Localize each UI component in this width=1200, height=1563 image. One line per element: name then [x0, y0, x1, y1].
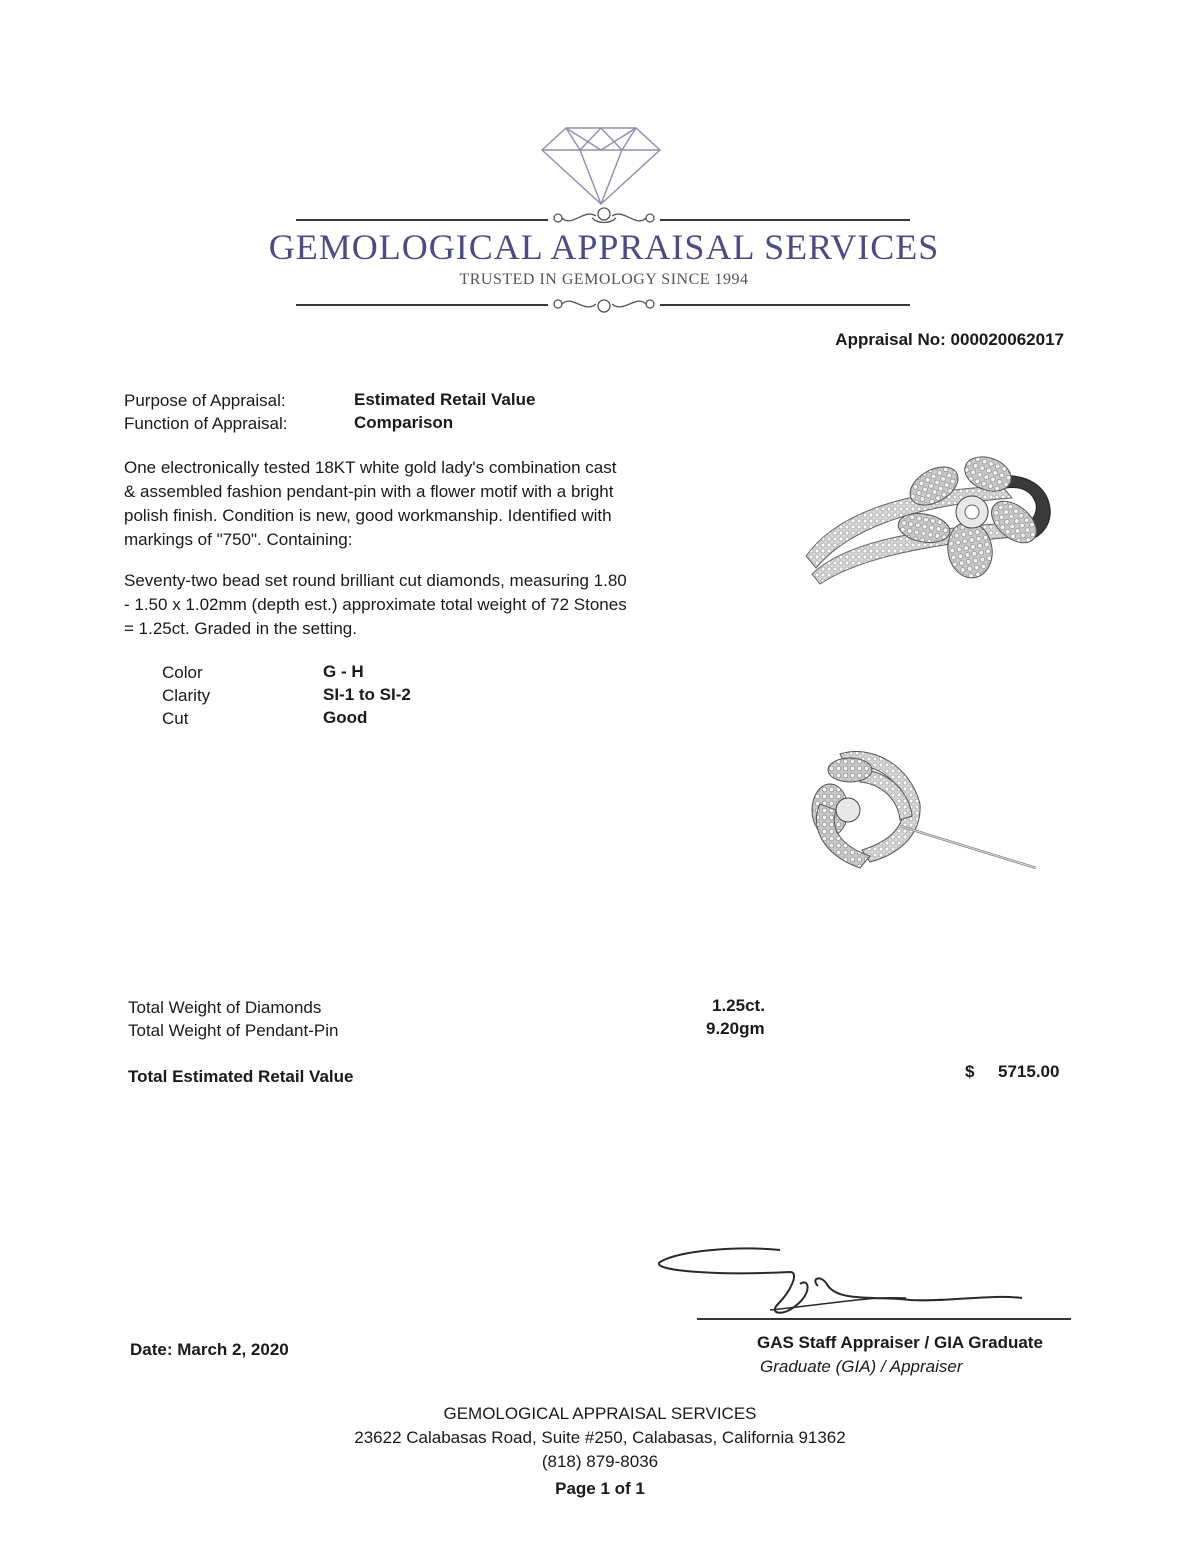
- grade-clarity-label: Clarity: [162, 686, 211, 705]
- appraisal-number: Appraisal No: 000020062017: [835, 330, 1064, 349]
- logo-bottom-rule-right: [660, 304, 910, 306]
- total-value-currency: $: [965, 1062, 975, 1081]
- grade-clarity-value: SI-1 to SI-2: [323, 685, 411, 704]
- description-line: markings of "750". Containing:: [124, 530, 353, 549]
- page-number: Page 1 of 1: [555, 1479, 645, 1498]
- item-description: [124, 456, 714, 552]
- weight-pendant-label: Total Weight of Pendant-Pin: [128, 1021, 339, 1040]
- logo-top-rule-right: [660, 219, 910, 221]
- diamond-icon: [540, 126, 662, 206]
- description-line: & assembled fashion pendant-pin with a flower motif with a bright: [124, 482, 614, 501]
- purpose-value: Estimated Retail Value: [354, 390, 536, 409]
- appraiser-title: GAS Staff Appraiser / GIA Graduate: [757, 1333, 1043, 1352]
- logo-top-rule-left: [296, 219, 548, 221]
- function-value: Comparison: [354, 413, 454, 432]
- weight-diamonds-value: 1.25ct.: [712, 996, 765, 1015]
- appraiser-signature: [650, 1242, 1070, 1322]
- weight-pendant-value: 9.20gm: [706, 1019, 765, 1038]
- grade-color-label: Color: [162, 663, 203, 682]
- logo-bottom-rule-left: [296, 304, 548, 306]
- diamond-description-line: = 1.25ct. Graded in the setting.: [124, 619, 357, 638]
- weight-diamonds-label: Total Weight of Diamonds: [128, 998, 322, 1017]
- description-line: polish finish. Condition is new, good workmanship. Identified with: [124, 506, 612, 525]
- grade-color-value: G - H: [323, 662, 364, 681]
- company-logo-title: GEMOLOGICAL APPRAISAL SERVICES: [268, 227, 940, 267]
- signature-line: [697, 1318, 1071, 1320]
- company-logo-tagline: TRUSTED IN GEMOLOGY SINCE 1994: [459, 271, 749, 288]
- jewelry-photo-side: [800, 744, 1040, 874]
- purpose-label: Purpose of Appraisal:: [124, 391, 286, 410]
- appraiser-subtitle: Graduate (GIA) / Appraiser: [760, 1357, 963, 1376]
- description-line: One electronically tested 18KT white gold lady's combination cast: [124, 458, 617, 477]
- footer-phone: (818) 879-8036: [541, 1452, 659, 1471]
- grade-cut-label: Cut: [162, 709, 189, 728]
- appraisal-date: Date: March 2, 2020: [130, 1340, 289, 1359]
- function-label: Function of Appraisal:: [124, 414, 288, 433]
- diamond-description-line: - 1.50 x 1.02mm (depth est.) approximate total weight of 72 Stones: [124, 595, 627, 614]
- diamond-description-line: Seventy-two bead set round brilliant cut diamonds, measuring 1.80: [124, 571, 627, 590]
- footer-company: GEMOLOGICAL APPRAISAL SERVICES: [443, 1404, 757, 1423]
- logo-flourish-top: [544, 204, 664, 228]
- logo-flourish-bottom: [544, 292, 664, 316]
- jewelry-photo-top: [802, 446, 1062, 596]
- footer-address: 23622 Calabasas Road, Suite #250, Calabasas, California 91362: [354, 1428, 846, 1447]
- diamond-description: [124, 569, 714, 641]
- total-value-label: Total Estimated Retail Value: [128, 1067, 354, 1086]
- total-value-amount: 5715.00: [998, 1062, 1060, 1081]
- grade-cut-value: Good: [323, 708, 368, 727]
